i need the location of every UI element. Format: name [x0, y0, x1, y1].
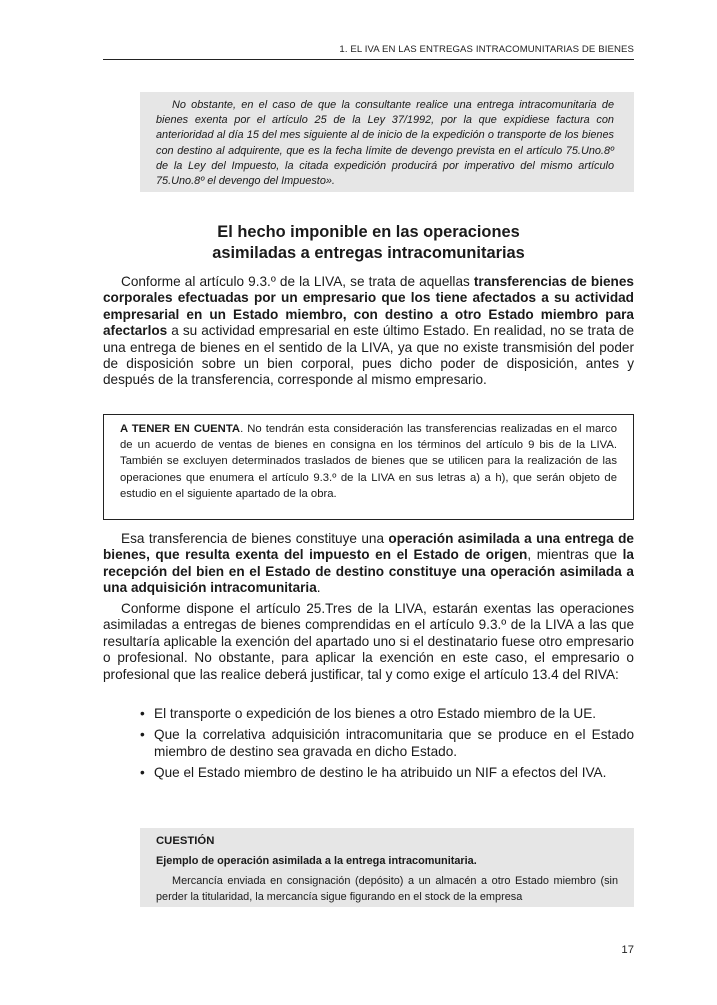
paragraph-2-bold-1: operación asimilada a una entrega de bienes, que resulta exenta del impuesto en el Estado de origen — [103, 531, 634, 563]
paragraph-2-text-2: , mientras que — [527, 547, 623, 563]
question-label: CUESTIÓN — [156, 835, 215, 847]
list-item-text: Que el Estado miembro de destino le ha atribuido un NIF a efectos del IVA. — [154, 765, 607, 781]
list-item-text: Que la correlativa adquisición intracomunitaria que se produce en el Estado miembro de destino sea gravada en dicho Estado. — [154, 727, 634, 759]
running-head: 1. EL IVA EN LAS ENTREGAS INTRACOMUNITARIAS DE BIENES — [339, 44, 634, 55]
bullet-icon: • — [140, 706, 145, 721]
paragraph-3: Conforme dispone el artículo 25.Tres de la LIVA, estarán exentas las operaciones asimiladas a entregas de bienes comprendidas en el artículo 9.3.º de la LIVA a las que resultaría aplicable la exención del apartado uno si el destinatario fuese otro empresario o profesional. No obstante, para aplicar la exención en este caso, el empresario o profesional que las realice deberá justificar, tal y como exige el artículo 13.4 del RIVA: — [103, 601, 634, 682]
bullet-icon: • — [140, 765, 145, 781]
paragraph-1-bold-1: transferencias de bienes corporales efectuadas por un empresario que los tiene afectados a su actividad empresarial en un Estado miembro, con destino a otro Estado miembro para afectarlos — [103, 274, 634, 339]
note-box — [103, 414, 634, 520]
quote-text: No obstante, en el caso de que la consultante realice una entrega intracomunitaria de bienes exenta por el artículo 25 de la Ley 37/1992, por la que expidiese factura con anterioridad al día 15 del mes siguiente al de inicio de la expedición o transporte de los bienes con destino al adquirente, que es la fecha límite de devengo prevista en el artículo 75.Uno.8º de la Ley del Impuesto, la citada expedición producirá por imperativo del mismo artículo 75.Uno.8º el devengo del Impuesto». — [156, 99, 614, 188]
bullet-icon: • — [140, 727, 145, 743]
paragraph-1 — [103, 274, 634, 389]
paragraph-2-bold-2: la recepción del bien en el Estado de destino constituye una operación asimilada a una adquisición intracomunitaria — [103, 547, 634, 596]
quote-box — [140, 92, 634, 192]
section-title — [103, 222, 634, 264]
question-text: Mercancía enviada en consignación (depósito) a un almacén a otro Estado miembro (sin perder la titularidad, la mercancía sigue figurando en el stock de la empresa — [156, 875, 618, 903]
note-label: A TENER EN CUENTA — [120, 423, 241, 435]
paragraph-2-text-1: Esa transferencia de bienes constituye una — [121, 531, 389, 546]
paragraph-2-text-3: . — [316, 580, 321, 596]
header-rule — [103, 59, 634, 60]
paragraph-1-text-1: Conforme al artículo 9.3.º de la LIVA, se trata de aquellas — [121, 274, 474, 289]
list-item-text: El transporte o expedición de los bienes a otro Estado miembro de la UE. — [154, 706, 597, 721]
note-text — [120, 421, 617, 502]
note-body: . No tendrán esta consideración las transferencias realizadas en el marco de un acuerdo de ventas de bienes en consigna en los términos del artículo 9 bis de la LIVA. También se excluyen determinados traslados de bienes que se utilicen para la realización de las operaciones que enumera el artículo 9.3.º de la LIVA en sus letras a) a h), que serán objeto de estudio en el siguiente apartado de la obra. — [120, 423, 617, 500]
bullet-list — [140, 706, 634, 787]
section-title-line-1: El hecho imponible en las operaciones — [217, 223, 520, 241]
page-number: 17 — [621, 944, 634, 956]
list-item — [140, 727, 634, 760]
list-item — [140, 765, 634, 781]
section-title-line-2: asimiladas a entregas intracomunitarias — [212, 244, 525, 262]
question-subtitle: Ejemplo de operación asimilada a la entrega intracomunitaria. — [156, 855, 477, 867]
question-box — [140, 828, 634, 907]
list-item — [140, 706, 634, 722]
paragraph-2 — [103, 531, 634, 597]
paragraph-1-text-2: a su actividad empresarial en este último Estado. En realidad, no se trata de una entrega de bienes en el sentido de la LIVA, ya que no existe transmisión del poder de disposición sobre un bien corporal, pues dicho poder de disposición, antes y después de la transferencia, corresponde al mismo empresario. — [103, 323, 634, 388]
